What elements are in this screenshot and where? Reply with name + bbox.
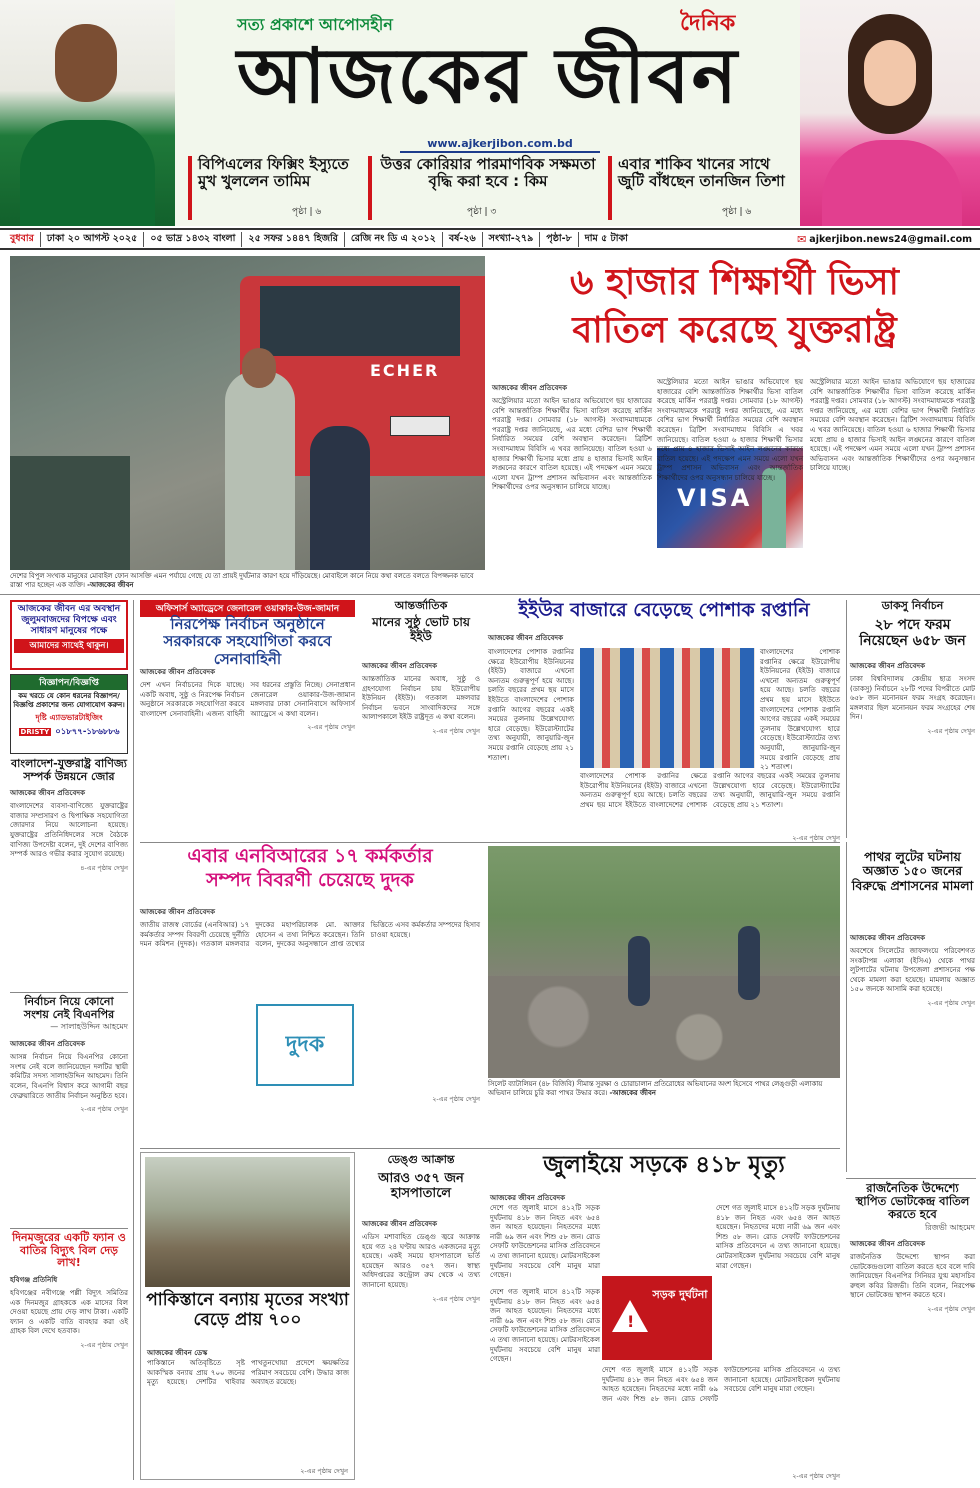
accident-cont: ২-এর পৃষ্ঠায় দেখুন xyxy=(792,1472,840,1480)
dateline-pages: পৃষ্ঠা-৮ xyxy=(539,232,578,247)
garments-cont: ২-এর পৃষ্ঠায় দেখুন xyxy=(792,834,840,842)
pakistan-headline: পাকিস্তানে বন্যায় মৃতের সংখ্যা বেড়ে প্রায় ৭০০ xyxy=(146,1290,349,1330)
lead-headline-2[interactable]: বাতিল করেছে যুক্তরাষ্ট্র xyxy=(572,310,897,351)
dengue-headline[interactable]: আরও ৩৫৭ জন হাসপাতালে xyxy=(378,1171,464,1201)
daily-label: দৈনিক xyxy=(680,10,736,36)
lead-story xyxy=(492,378,652,493)
promo-box xyxy=(10,600,128,670)
ad-name: দৃষ্টি এ্যাডভারটাইজিং xyxy=(35,713,103,722)
stone-photo xyxy=(488,846,840,1078)
bus-plate-text: ECHER xyxy=(370,361,440,380)
garments-photo xyxy=(580,648,755,768)
pakistan-photo xyxy=(145,1157,350,1287)
dateline-issue: সংখ্যা-২৭৯ xyxy=(482,232,540,247)
daksu-kicker: ডাকসু নির্বাচন xyxy=(881,599,944,612)
vote-center-author: রিজভী আহমেদ xyxy=(924,1223,975,1232)
eu-story: আজকের জীবন প্রতিবেদক আন্তর্জাতিক মানের অবাধ, সুষ্ঠু ও গ্রহণযোগ্য নির্বাচন চায় ইউরোপীয় ইউনিয়ন (ইইউ)। গতকাল মঙ্গলবার নির্বাচন ভবনে সাংবাদিকদের সঙ্গে আলাপকালে ইইউ রাষ্ট্রদূত এ কথা বলেন। ২-এর পৃষ্ঠায় দেখুন xyxy=(362,662,480,735)
stone-loot-headline[interactable]: পাথর লুটের ঘটনায় অজ্ঞাত ১৫০ জনের বিরুদ্ধে প্রশাসনের মামলা xyxy=(851,849,974,893)
lead-body-col2: অস্ট্রেলিয়ার মতো আইন ভাঙার অভিযোগে ছয় হাজারের বেশি আন্তর্জাতিক শিক্ষার্থীর ভিসা বাতিল করেছে মার্কিন পররাষ্ট্র দপ্তর। সোমবার (১৮ আগস্ট) সংবাদমাধ্যমকে পররাষ্ট্র দপ্তর জানিয়েছে, এর মধ্যে বেশির ভাগ শিক্ষার্থী নির্ধারিত সময়ের বেশি অবস্থান করেছেন। ব্রিটিশ সংবাদমাধ্যম বিবিসি এ খবর জানিয়েছে। বাতিল হওয়া ৬ হাজার শিক্ষার্থী ভিসার মধ্যে প্রায় ৪ হাজার ভিসাই আইন লঙ্ঘনের কারণে বাতিল হয়েছে। এই পদক্ষেপ এমন সময়ে এলো যখন ট্রাম্প প্রশাসন অভিবাসন এবং আন্তর্জাতিক শিক্ষার্থীদের ওপর অনুসন্ধান চালিয়ে যাচ্ছে। xyxy=(657,378,803,482)
dengue-story: আজকের জীবন প্রতিবেদক এডিস মশাবাহিত ডেঙ্গু জ্বরে আক্রান্ত হয়ে গত ২৪ ঘণ্টায় আরও একজনের মৃত্যু হয়েছে। একই সময়ে হাসপাতালে ভর্তি হয়েছেন আরও ৩৫৭ জন। স্বাস্থ্য অধিদপ্তরের কন্ট্রোল রুম থেকে এ তথ্য জানানো হয়েছে। ২-এর পৃষ্ঠায় দেখুন xyxy=(362,1220,480,1303)
dengue-kicker: ডেঙ্গু আক্রান্ত xyxy=(387,1153,455,1166)
lead-photo-caption: দেশের বিপুল সংখ্যক মানুষের মোবাইল ফোন আসক্তি এমন পর্যায়ে গেছে যে তা প্রায়ই দুর্ঘটনার কারণ হয়ে দাঁড়িয়েছে। মোবাইলে কানে নিয়ে কথা বলতে বলতে বিপজ্জনক ভাবে রাস্তা পার হচ্ছেন এক ব্যক্তি। -আজকের জীবন xyxy=(10,572,474,589)
acc-logo xyxy=(256,1004,354,1086)
accident-body-col2: দেশে গত জুলাই মাসে ৪১২টি সড়ক দুর্ঘটনায় ৪১৮ জন নিহত এবং ৬৫৪ জন আহত হয়েছেন। নিহতদের মধ্যে নারী ৬৯ জন এবং শিশু ৫৮ জন। রোড সেফটি ফাউন্ডেশনের মাসিক প্রতিবেদনে এ তথ্য জানানো হয়েছে। মোটরসাইকেল দুর্ঘটনায় সবচেয়ে বেশি মানুষ মারা গেছেন। xyxy=(490,1288,600,1364)
masthead xyxy=(0,0,980,226)
acc-headline-2[interactable]: সম্পদ বিবরণী চেয়েছে দুদক xyxy=(206,869,414,891)
story-trade[interactable]: বাংলাদেশ-যুক্তরাষ্ট্র বাণিজ্য সম্পর্ক উন্নয়নে জোর আজকের জীবন প্রতিবেদক বাংলাদেশের ব্যবসা-বাণিজ্যে যুক্তরাষ্ট্রের বাজার সম্প্রসারণ ও দ্বিপাক্ষিক সহযোগিতা জোরদার নিয়ে আলোচনা হয়েছে। যুক্তরাষ্ট্রের প্রতিনিধিদলের সঙ্গে বৈঠকে বাণিজ্য উপদেষ্টা বলেন, দুই দেশের বাণিজ্য সম্পর্ক আরও গভীর করার সুযোগ রয়েছে। ৪-এর পৃষ্ঠায় দেখুন xyxy=(10,757,128,872)
masthead-title: আজকের জীবন xyxy=(236,31,740,120)
story-bill[interactable]: দিনমজুরের একটি ফ্যান ও বাতির বিদ্যুৎ বিল দেড় লাখ! হবিগঞ্জ প্রতিনিধি হবিগঞ্জের নবীগঞ্জে পল্লী বিদ্যুৎ সমিতির এক দিনমজুর গ্রাহককে এক মাসের বিল দেওয়া হয়েছে প্রায় দেড় লাখ টাকা। একটি ফ্যান ও একটি বাতি ব্যবহার করা ওই গ্রাহক বিল দেখে হতবাক। ২-এর পৃষ্ঠায় দেখুন xyxy=(10,1231,128,1349)
lead-photo xyxy=(10,256,485,570)
promo-title: আজকের জীবন এর অবস্থান জুলুমবাজদের বিপক্ষে এবং সাধারণ মানুষের পক্ষে xyxy=(17,604,121,636)
masthead-photo-left xyxy=(0,0,175,226)
daksu-headline[interactable]: ২৮ পদে ফরম নিয়েছেন ৬৫৮ জন xyxy=(859,617,966,650)
ad-title: বিজ্ঞাপন/বিজ্ঞপ্তি xyxy=(11,675,127,690)
garments-body-right: বাংলাদেশের পোশাক রপ্তানির ক্ষেত্রে ইউরোপীয় ইউনিয়নের (ইইউ) বাজারে এখনো অন্যতম গুরুত্বপূর্ণ হয়ে আছে। চলতি বছরের প্রথম ছয় মাসে ইইউতে বাংলাদেশের পোশাক রপ্তানি আগের বছরের একই সময়ের তুলনায় উল্লেখযোগ্য হারে বেড়েছে। ইউরোস্ট্যাটের তথ্য অনুযায়ী, জানুয়ারি-জুন সময়ে রপ্তানি বেড়েছে প্রায় ২১ শতাংশ। xyxy=(760,648,840,772)
dateline-date: ঢাকা ২০ আগস্ট ২০২৫ xyxy=(40,232,143,247)
dateline-hijri: ২৫ সফর ১৪৪৭ হিজরি xyxy=(241,232,344,247)
mail-icon: ✉ xyxy=(797,232,807,246)
dateline-reg: রেজি নং ডি এ ২০১২ xyxy=(344,232,442,247)
army-story: আজকের জীবন প্রতিবেদক দেশ এখন নির্বাচনের দিকে যাচ্ছে। একটি অবাধ, সুষ্ঠু ও নিরপেক্ষ নির্বাচন অনুষ্ঠানে সরকারকে সহযোগিতা করবে বাংলাদেশ সেনাবাহিনী। এজন্য বাহিনী সব ধরনের প্রস্তুতি নিচ্ছে। সেনাপ্রধান জেনারেল ওয়াকার-উজ-জামান মঙ্গলবার ঢাকা সেনানিবাসে অফিসার্স অ্যাড্রেসে এ কথা বলেন। ২-এর পৃষ্ঠায় দেখুন xyxy=(140,668,355,732)
masthead-photo-right xyxy=(800,0,980,226)
promo-cta: আমাদের সাথেই থাকুন। xyxy=(14,639,124,653)
dateline-bangla: ০৫ ভাদ্র ১৪৩২ বাংলা xyxy=(143,232,241,247)
lead-photo-credit: -আজকের জীবন xyxy=(87,581,134,589)
lead-byline: আজকের জীবন প্রতিবেদক xyxy=(492,384,567,392)
acc-headline-1[interactable]: এবার এনবিআরের ১৭ কর্মকর্তার xyxy=(187,845,433,867)
army-kicker: অফিসার্স অ্যাড্রেসে জেনারেল ওয়াকার-উজ-জামান xyxy=(140,600,355,617)
dateline-email[interactable]: ajkerjibon.news24@gmail.com xyxy=(809,233,972,245)
daksu-story: আজকের জীবন প্রতিবেদক ঢাকা বিশ্ববিদ্যালয় কেন্দ্রীয় ছাত্র সংসদ (ডাকসু) নির্বাচনে ২৮টি পদের বিপরীতে মোট ৬৫৮ জন মনোনয়ন ফরম সংগ্রহ করেছেন। মঙ্গলবার ছিল মনোনয়ন ফরম সংগ্রহের শেষ দিন। ২-এর পৃষ্ঠায় দেখুন xyxy=(850,662,975,735)
lead-body: অস্ট্রেলিয়ার মতো আইন ভাঙার অভিযোগে ছয় হাজারের বেশি আন্তর্জাতিক শিক্ষার্থীর ভিসা বাতিল করেছে মার্কিন পররাষ্ট্র দপ্তর। সোমবার (১৮ আগস্ট) সংবাদমাধ্যমকে পররাষ্ট্র দপ্তর জানিয়েছে, এর মধ্যে বেশির ভাগ শিক্ষার্থী নির্ধারিত সময়ের বেশি অবস্থান করেছেন। ব্রিটিশ সংবাদমাধ্যম বিবিসি এ খবর জানিয়েছে। বাতিল হওয়া ৬ হাজার শিক্ষার্থী ভিসার মধ্যে প্রায় ৪ হাজার ভিসাই আইন লঙ্ঘনের কারণে বাতিল হয়েছে। এই পদক্ষেপ এমন সময়ে এলো যখন ট্রাম্প প্রশাসন অভিবাসন এবং আন্তর্জাতিক শিক্ষার্থীদের ওপর অনুসন্ধান চালিয়ে যাচ্ছে। xyxy=(492,397,652,492)
garments-headline[interactable]: ইইউর বাজারে বেড়েছে পোশাক রপ্তানি xyxy=(518,599,810,621)
teaser-3[interactable]: এবার শাকিব খানের সাথে জুটি বাঁধছেন তানজিন তিশা পৃষ্ঠা | ৬ xyxy=(608,156,793,220)
acc-story: আজকের জীবন প্রতিবেদক জাতীয় রাজস্ব বোর্ডের (এনবিআর) ১৭ কর্মকর্তার সম্পদ বিবরণী চেয়েছে দুর্নীতি দমন কমিশন (দুদক)। গতকাল মঙ্গলবার দুদকের মহাপরিচালক মো. আক্তার হোসেন এ তথ্য নিশ্চিত করেছেন। তিনি বলেন, দুদকের অনুসন্ধানে প্রাপ্ত তথ্যের ভিত্তিতে এসব কর্মকর্তার সম্পদের হিসাব চাওয়া হয়েছে। ২-এর পৃষ্ঠায় দেখুন xyxy=(140,908,480,1103)
visa-label: VISA xyxy=(677,484,753,512)
vote-center-story: আজকের জীবন প্রতিবেদক রাজনৈতিক উদ্দেশ্যে স্থাপন করা ভোটকেন্দ্রগুলো বাতিল করতে হবে বলে দাবি জানিয়েছেন বিএনপির সিনিয়র যুগ্ম মহাসচিব রুহুল কবির রিজভী। তিনি বলেন, নিরপেক্ষ স্থানে ভোটকেন্দ্র স্থাপন করতে হবে। ২-এর পৃষ্ঠায় দেখুন xyxy=(850,1240,975,1313)
bnp-headline: নির্বাচন নিয়ে কোনো সংশয় নেই বিএনপির xyxy=(23,995,115,1021)
trade-headline: বাংলাদেশ-যুক্তরাষ্ট্র বাণিজ্য সম্পর্ক উন্নয়নে জোর xyxy=(11,757,127,783)
eu-kicker: আন্তর্জাতিক xyxy=(394,599,448,612)
story-bnp[interactable]: নির্বাচন নিয়ে কোনো সংশয় নেই বিএনপির — সালাহউদ্দিন আহমেদ আজকের জীবন প্রতিবেদক আসন্ন নির্বাচন নিয়ে বিএনপির কোনো সংশয় নেই বলে জানিয়েছেন দলটির স্থায়ী কমিটির সদস্য সালাহউদ্দিন আহমেদ। তিনি বলেন, বিএনপি বিশ্বাস করে আগামী বছর ফেব্রুয়ারিতে জাতীয় নির্বাচন অনুষ্ঠিত হবে। ২-এর পৃষ্ঠায় দেখুন xyxy=(10,995,128,1114)
dateline-bar xyxy=(0,228,980,250)
dateline-price: দাম ৫ টাকা xyxy=(578,232,634,247)
teaser-2[interactable]: উত্তর কোরিয়ার পারমাণবিক সক্ষমতা বৃদ্ধি করা হবে : কিম পৃষ্ঠা | ৩ xyxy=(368,156,598,220)
dateline-day: বুধবার xyxy=(10,232,34,244)
acc-logo-text: দুদক xyxy=(285,1031,325,1057)
teaser-1[interactable]: বিপিএলের ফিক্সিং ইস্যুতে মুখ খুললেন তামিম পৃষ্ঠা | ৬ xyxy=(188,156,358,220)
tagline: সত্য প্রকাশে আপোসহীন xyxy=(237,15,393,34)
army-headline[interactable]: নিরপেক্ষ নির্বাচন অনুষ্ঠানে সরকারকে সহযোগিতা করবে সেনাবাহিনী xyxy=(163,615,332,668)
ad-phone[interactable]: ০১৮৭৭-১৮৬৮৮৬ xyxy=(55,727,120,737)
teaser-1-page: পৃষ্ঠা | ৬ xyxy=(292,207,322,217)
bill-headline: দিনমজুরের একটি ফ্যান ও বাতির বিদ্যুৎ বিল দেড় লাখ! xyxy=(12,1231,126,1270)
accident-body-col3: দেশে গত জুলাই মাসে ৪১২টি সড়ক দুর্ঘটনায় ৪১৮ জন নিহত এবং ৬৫৪ জন আহত হয়েছেন। নিহতদের মধ্যে নারী ৬৯ জন এবং শিশু ৫৮ জন। রোড সেফটি ফাউন্ডেশনের মাসিক প্রতিবেদনে এ তথ্য জানানো হয়েছে। মোটরসাইকেল দুর্ঘটনায় সবচেয়ে বেশি মানুষ মারা গেছেন। xyxy=(716,1204,840,1270)
stone-loot-story: আজকের জীবন প্রতিবেদক অবশেষে সিলেটের জাফলংয়ে পরিবেশগত সংকটাপন্ন এলাকা (ইসিএ) থেকে পাথর লুটপাটের ঘটনায় উপজেলা প্রশাসনের পক্ষ থেকে মামলা করা হয়েছে। মামলায় অজ্ঞাত ১৫০ জনকে আসামি করা হয়েছে। ২-এর পৃষ্ঠায় দেখুন xyxy=(850,934,975,1007)
garments-body-left: বাংলাদেশের পোশাক রপ্তানির ক্ষেত্রে ইউরোপীয় ইউনিয়নের (ইইউ) বাজারে এখনো অন্যতম গুরুত্বপূর্ণ হয়ে আছে। চলতি বছরের প্রথম ছয় মাসে ইইউতে বাংলাদেশের পোশাক রপ্তানি আগের বছরের একই সময়ের তুলনায় উল্লেখযোগ্য হারে বেড়েছে। ইউরোস্ট্যাটের তথ্য অনুযায়ী, জানুয়ারি-জুন সময়ে রপ্তানি বেড়েছে প্রায় ২১ শতাংশ। xyxy=(488,648,574,762)
ad-box[interactable] xyxy=(10,674,128,754)
accident-headline[interactable]: জুলাইয়ে সড়কে ৪১৮ মৃত্যু xyxy=(543,1152,785,1178)
stone-caption: সিলেট ব্যাটালিয়ন (৪৮ বিজিবি) সীমান্ত সুরক্ষা ও চোরাচালান প্রতিরোধের অভিযানের অংশ হিসেবে পাথর লেঙ্গুড়ী এলাকায় অভিযান চালিয়ে চুরি করা পাথর উদ্ধার করে। -আজকের জীবন xyxy=(488,1080,823,1097)
teaser-2-page: পৃষ্ঠা | ৩ xyxy=(467,207,497,217)
ad-logo: DRISTY xyxy=(20,728,50,736)
accident-body-bottom: দেশে গত জুলাই মাসে ৪১২টি সড়ক দুর্ঘটনায় ৪১৮ জন নিহত এবং ৬৫৪ জন আহত হয়েছেন। নিহতদের মধ্যে নারী ৬৯ জন এবং শিশু ৫৮ জন। রোড সেফটি ফাউন্ডেশনের মাসিক প্রতিবেদনে এ তথ্য জানানো হয়েছে। মোটরসাইকেল দুর্ঘটনায় সবচেয়ে বেশি মানুষ মারা গেছেন। xyxy=(602,1366,840,1403)
accident-graphic: ! সড়ক দুর্ঘটনা xyxy=(602,1276,712,1360)
garments-byline: আজকের জীবন প্রতিবেদক xyxy=(488,634,563,642)
teaser-3-page: পৃষ্ঠা | ৬ xyxy=(722,207,752,217)
eu-headline[interactable]: মানের সুষ্ঠু ভোট চায় ইইউ xyxy=(372,615,470,643)
vote-center-headline[interactable]: রাজনৈতিক উদ্দেশ্যে স্থাপিত ভোটকেন্দ্র বাতিল করতে হবে xyxy=(855,1181,970,1222)
accident-graphic-text: সড়ক দুর্ঘটনা xyxy=(652,1288,708,1301)
lead-headline-1[interactable]: ৬ হাজার শিক্ষার্থী ভিসা xyxy=(570,262,899,303)
accident-body-col1: দেশে গত জুলাই মাসে ৪১২টি সড়ক দুর্ঘটনায় ৪১৮ জন নিহত এবং ৬৫৪ জন আহত হয়েছেন। নিহতদের মধ্যে নারী ৬৯ জন এবং শিশু ৫৮ জন। রোড সেফটি ফাউন্ডেশনের মাসিক প্রতিবেদনে এ তথ্য জানানো হয়েছে। মোটরসাইকেল দুর্ঘটনায় সবচেয়ে বেশি মানুষ মারা গেছেন। xyxy=(490,1204,600,1280)
dateline-year: বর্ষ-২৬ xyxy=(442,232,482,247)
website-url[interactable]: www.ajkerjibon.com.bd xyxy=(400,137,600,153)
ad-body: কম খরচে যে কোন ধরনের বিজ্ঞাপন/বিজ্ঞপ্তি প্রকাশের জন্য যোগাযোগ করুন। xyxy=(13,692,125,709)
garments-body-bottom: বাংলাদেশের পোশাক রপ্তানির ক্ষেত্রে ইউরোপীয় ইউনিয়নের (ইইউ) বাজারে এখনো অন্যতম গুরুত্বপূর্ণ হয়ে আছে। চলতি বছরের প্রথম ছয় মাসে ইইউতে বাংলাদেশের পোশাক রপ্তানি আগের বছরের একই সময়ের তুলনায় উল্লেখযোগ্য হারে বেড়েছে। ইউরোস্ট্যাটের তথ্য অনুযায়ী, জানুয়ারি-জুন সময়ে রপ্তানি বেড়েছে প্রায় ২১ শতাংশ। xyxy=(580,772,840,809)
pakistan-box[interactable]: পাকিস্তানে বন্যায় মৃতের সংখ্যা বেড়ে প্রায় ৭০০ আজকের জীবন ডেস্ক পাকিস্তানে অতিবৃষ্টিতে সৃষ্ট আকস্মিক বন্যায় প্রায় ৭০০ জনের মৃত্যু হয়েছে। দেশটির খাইবার পাখতুনখোয়া প্রদেশে ক্ষয়ক্ষতির পরিমাণ সবচেয়ে বেশি। উদ্ধার কাজ অব্যাহত রয়েছে। ২-এর পৃষ্ঠায় দেখুন xyxy=(140,1152,355,1480)
accident-byline: আজকের জীবন প্রতিবেদক xyxy=(490,1194,565,1202)
lead-body-col3: অস্ট্রেলিয়ার মতো আইন ভাঙার অভিযোগে ছয় হাজারের বেশি আন্তর্জাতিক শিক্ষার্থীর ভিসা বাতিল করেছে মার্কিন পররাষ্ট্র দপ্তর। সোমবার (১৮ আগস্ট) সংবাদমাধ্যমকে পররাষ্ট্র দপ্তর জানিয়েছে, এর মধ্যে বেশির ভাগ শিক্ষার্থী নির্ধারিত সময়ের বেশি অবস্থান করেছেন। ব্রিটিশ সংবাদমাধ্যম বিবিসি এ খবর জানিয়েছে। বাতিল হওয়া ৬ হাজার শিক্ষার্থী ভিসার মধ্যে প্রায় ৪ হাজার ভিসাই আইন লঙ্ঘনের কারণে বাতিল হয়েছে। এই পদক্ষেপ এমন সময়ে এলো যখন ট্রাম্প প্রশাসন অভিবাসন এবং আন্তর্জাতিক শিক্ষার্থীদের ওপর অনুসন্ধান চালিয়ে যাচ্ছে। xyxy=(810,378,975,473)
